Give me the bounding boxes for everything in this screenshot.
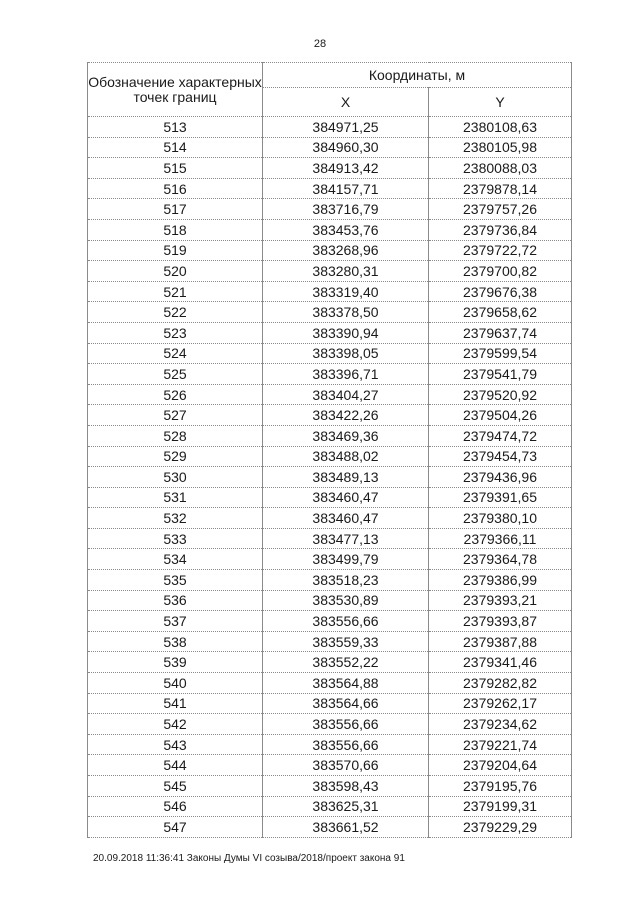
y-coordinate: 2379204,64 [429, 755, 572, 776]
y-coordinate: 2379757,26 [429, 199, 572, 220]
y-coordinate: 2379736,84 [429, 219, 572, 240]
point-number: 532 [88, 508, 263, 529]
x-coordinate: 383625,31 [263, 796, 429, 817]
point-number: 527 [88, 405, 263, 426]
x-coordinate: 383319,40 [263, 281, 429, 302]
y-coordinate: 2379199,31 [429, 796, 572, 817]
point-number: 539 [88, 652, 263, 673]
x-coordinate: 383564,88 [263, 673, 429, 694]
table-row [88, 425, 572, 446]
coordinates-table [87, 62, 572, 838]
table-row [88, 796, 572, 817]
point-number: 529 [88, 446, 263, 467]
x-coordinate: 383556,66 [263, 734, 429, 755]
point-number: 526 [88, 384, 263, 405]
y-coordinate: 2379234,62 [429, 714, 572, 735]
x-coordinate: 383716,79 [263, 199, 429, 220]
y-coordinate: 2379599,54 [429, 343, 572, 364]
point-number: 536 [88, 590, 263, 611]
y-coordinate: 2379676,38 [429, 281, 572, 302]
table-row [88, 817, 572, 838]
y-coordinate: 2379474,72 [429, 425, 572, 446]
y-coordinate: 2379722,72 [429, 240, 572, 261]
y-coordinate: 2379520,92 [429, 384, 572, 405]
x-coordinate: 383564,66 [263, 693, 429, 714]
y-coordinate: 2379700,82 [429, 261, 572, 282]
y-coordinate: 2379380,10 [429, 508, 572, 529]
x-coordinate: 383518,23 [263, 570, 429, 591]
y-coordinate: 2379393,21 [429, 590, 572, 611]
y-coordinate: 2379454,73 [429, 446, 572, 467]
point-number: 542 [88, 714, 263, 735]
point-number: 518 [88, 219, 263, 240]
y-coordinate: 2379341,46 [429, 652, 572, 673]
x-coordinate: 383453,76 [263, 219, 429, 240]
x-coordinate: 383390,94 [263, 322, 429, 343]
y-coordinate: 2379637,74 [429, 322, 572, 343]
table-body [88, 117, 572, 838]
y-coordinate: 2379229,29 [429, 817, 572, 838]
point-number: 537 [88, 611, 263, 632]
table-row [88, 693, 572, 714]
point-number: 533 [88, 528, 263, 549]
x-coordinate: 383559,33 [263, 631, 429, 652]
x-coordinate: 383489,13 [263, 467, 429, 488]
table-row [88, 570, 572, 591]
table-row [88, 178, 572, 199]
point-number: 535 [88, 570, 263, 591]
x-coordinate: 383556,66 [263, 714, 429, 735]
x-coordinate: 383469,36 [263, 425, 429, 446]
point-number: 524 [88, 343, 263, 364]
point-number: 547 [88, 817, 263, 838]
point-number: 540 [88, 673, 263, 694]
table-row [88, 549, 572, 570]
y-coordinate: 2379282,82 [429, 673, 572, 694]
header-x: X [263, 88, 429, 117]
table-row [88, 734, 572, 755]
table-row [88, 508, 572, 529]
point-number: 522 [88, 302, 263, 323]
table-row [88, 364, 572, 385]
table-row [88, 158, 572, 179]
point-number: 541 [88, 693, 263, 714]
x-coordinate: 383460,47 [263, 487, 429, 508]
point-number: 520 [88, 261, 263, 282]
y-coordinate: 2379658,62 [429, 302, 572, 323]
x-coordinate: 383460,47 [263, 508, 429, 529]
table-row [88, 261, 572, 282]
header-y: Y [429, 88, 572, 117]
x-coordinate: 384913,42 [263, 158, 429, 179]
table-row [88, 302, 572, 323]
x-coordinate: 383404,27 [263, 384, 429, 405]
table-row [88, 137, 572, 158]
x-coordinate: 383268,96 [263, 240, 429, 261]
table-row [88, 117, 572, 138]
y-coordinate: 2379364,78 [429, 549, 572, 570]
x-coordinate: 383398,05 [263, 343, 429, 364]
y-coordinate: 2379221,74 [429, 734, 572, 755]
point-number: 525 [88, 364, 263, 385]
y-coordinate: 2379436,96 [429, 467, 572, 488]
x-coordinate: 383378,50 [263, 302, 429, 323]
header-coordinates: Координаты, м [263, 63, 572, 88]
x-coordinate: 383570,66 [263, 755, 429, 776]
point-number: 517 [88, 199, 263, 220]
table-row [88, 446, 572, 467]
table-row [88, 487, 572, 508]
y-coordinate: 2380105,98 [429, 137, 572, 158]
table-row [88, 199, 572, 220]
point-number: 545 [88, 776, 263, 797]
table-row [88, 714, 572, 735]
y-coordinate: 2379393,87 [429, 611, 572, 632]
point-number: 546 [88, 796, 263, 817]
y-coordinate: 2379386,99 [429, 570, 572, 591]
point-number: 514 [88, 137, 263, 158]
y-coordinate: 2379504,26 [429, 405, 572, 426]
x-coordinate: 383488,02 [263, 446, 429, 467]
table-row [88, 590, 572, 611]
y-coordinate: 2379391,65 [429, 487, 572, 508]
table-row [88, 467, 572, 488]
table-row [88, 652, 572, 673]
y-coordinate: 2380088,03 [429, 158, 572, 179]
table-row [88, 528, 572, 549]
x-coordinate: 383396,71 [263, 364, 429, 385]
x-coordinate: 383552,22 [263, 652, 429, 673]
x-coordinate: 383422,26 [263, 405, 429, 426]
x-coordinate: 384960,30 [263, 137, 429, 158]
y-coordinate: 2379387,88 [429, 631, 572, 652]
table-row [88, 384, 572, 405]
y-coordinate: 2379195,76 [429, 776, 572, 797]
table-row [88, 343, 572, 364]
point-number: 538 [88, 631, 263, 652]
x-coordinate: 383477,13 [263, 528, 429, 549]
x-coordinate: 384157,71 [263, 178, 429, 199]
table-row [88, 631, 572, 652]
table-row [88, 219, 572, 240]
point-number: 523 [88, 322, 263, 343]
x-coordinate: 383661,52 [263, 817, 429, 838]
point-number: 528 [88, 425, 263, 446]
point-number: 521 [88, 281, 263, 302]
table-row [88, 405, 572, 426]
point-number: 531 [88, 487, 263, 508]
y-coordinate: 2379541,79 [429, 364, 572, 385]
y-coordinate: 2380108,63 [429, 117, 572, 138]
x-coordinate: 383556,66 [263, 611, 429, 632]
point-number: 543 [88, 734, 263, 755]
point-number: 515 [88, 158, 263, 179]
table-row [88, 611, 572, 632]
table-row [88, 322, 572, 343]
point-number: 534 [88, 549, 263, 570]
table-row [88, 240, 572, 261]
point-number: 544 [88, 755, 263, 776]
table-row [88, 776, 572, 797]
x-coordinate: 383530,89 [263, 590, 429, 611]
table-row [88, 281, 572, 302]
table-row [88, 755, 572, 776]
y-coordinate: 2379366,11 [429, 528, 572, 549]
header-point-designation: Обозначение характерных точек границ [88, 63, 263, 117]
x-coordinate: 383280,31 [263, 261, 429, 282]
page-number: 28 [313, 38, 327, 50]
y-coordinate: 2379262,17 [429, 693, 572, 714]
footer-timestamp: 20.09.2018 11:36:41 Законы Думы VI созыва/2018/проект закона 91 [93, 853, 405, 864]
point-number: 530 [88, 467, 263, 488]
point-number: 513 [88, 117, 263, 138]
x-coordinate: 384971,25 [263, 117, 429, 138]
x-coordinate: 383598,43 [263, 776, 429, 797]
point-number: 519 [88, 240, 263, 261]
table-row [88, 673, 572, 694]
point-number: 516 [88, 178, 263, 199]
y-coordinate: 2379878,14 [429, 178, 572, 199]
x-coordinate: 383499,79 [263, 549, 429, 570]
